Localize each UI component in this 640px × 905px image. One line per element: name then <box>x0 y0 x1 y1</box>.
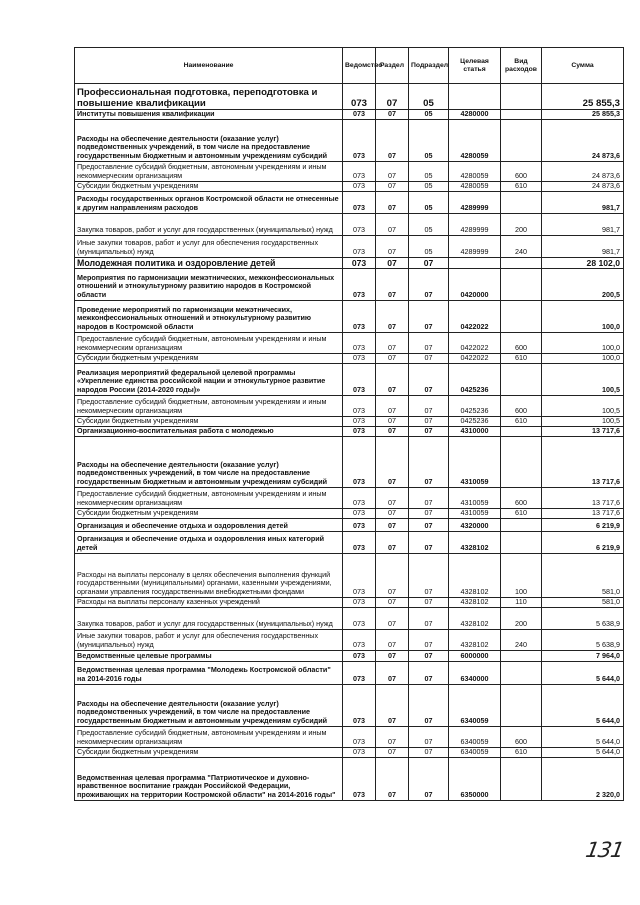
cell-section: 07 <box>376 119 409 161</box>
cell-sum: 25 855,3 <box>542 110 624 120</box>
header-subsection: Подраздел <box>409 48 449 84</box>
cell-section: 07 <box>376 518 409 531</box>
cell-sum: 5 644,0 <box>542 726 624 747</box>
cell-section: 07 <box>376 747 409 757</box>
cell-target: 4328102 <box>449 629 501 650</box>
cell-target: 4280059 <box>449 161 501 181</box>
cell-target <box>449 84 501 110</box>
cell-kind: 100 <box>501 553 542 597</box>
cell-sum: 981,7 <box>542 213 624 235</box>
cell-sum: 5 644,0 <box>542 684 624 726</box>
table-row <box>75 84 624 110</box>
cell-sum: 13 717,6 <box>542 426 624 436</box>
cell-sum: 24 873,6 <box>542 181 624 191</box>
cell-section: 07 <box>376 395 409 416</box>
cell-name: Субсидии бюджетным учреждениям <box>75 181 343 191</box>
table-row <box>75 508 624 518</box>
header-dept: Ведомство <box>343 48 376 84</box>
cell-target: 4310059 <box>449 508 501 518</box>
cell-sum: 13 717,6 <box>542 436 624 487</box>
cell-kind: 610 <box>501 747 542 757</box>
header-name: Наименование <box>75 48 343 84</box>
cell-kind: 200 <box>501 607 542 629</box>
cell-dept: 073 <box>343 436 376 487</box>
cell-name: Институты повышения квалификации <box>75 110 343 120</box>
cell-section: 07 <box>376 426 409 436</box>
cell-sum: 7 964,0 <box>542 650 624 661</box>
cell-subsection: 07 <box>409 518 449 531</box>
cell-kind <box>501 84 542 110</box>
cell-dept: 073 <box>343 300 376 332</box>
cell-sum: 581,0 <box>542 553 624 597</box>
cell-dept: 073 <box>343 84 376 110</box>
cell-section: 07 <box>376 757 409 800</box>
cell-target: 4310059 <box>449 436 501 487</box>
cell-kind: 600 <box>501 332 542 353</box>
cell-kind <box>501 257 542 268</box>
cell-section: 07 <box>376 353 409 363</box>
cell-section: 07 <box>376 213 409 235</box>
cell-dept: 073 <box>343 213 376 235</box>
cell-sum: 100,5 <box>542 416 624 426</box>
cell-target: 4310059 <box>449 487 501 508</box>
table-row <box>75 213 624 235</box>
cell-dept: 073 <box>343 508 376 518</box>
cell-section: 07 <box>376 553 409 597</box>
cell-target: 0422022 <box>449 353 501 363</box>
cell-sum: 13 717,6 <box>542 487 624 508</box>
cell-kind <box>501 191 542 213</box>
cell-sum: 5 644,0 <box>542 747 624 757</box>
cell-kind: 610 <box>501 508 542 518</box>
cell-kind: 610 <box>501 353 542 363</box>
cell-section: 07 <box>376 607 409 629</box>
cell-target: 4328102 <box>449 531 501 553</box>
table-row <box>75 161 624 181</box>
cell-dept: 073 <box>343 353 376 363</box>
cell-kind: 110 <box>501 597 542 607</box>
cell-target: 0422022 <box>449 332 501 353</box>
cell-name: Организация и обеспечение отдыха и оздоровления иных категорий детей <box>75 531 343 553</box>
table-row <box>75 684 624 726</box>
cell-dept: 073 <box>343 553 376 597</box>
cell-target: 6350000 <box>449 757 501 800</box>
cell-section: 07 <box>376 508 409 518</box>
cell-name: Ведомственная целевая программа "Молодежь Костромской области" на 2014-2016 годы <box>75 661 343 684</box>
cell-name: Субсидии бюджетным учреждениям <box>75 416 343 426</box>
cell-target: 4328102 <box>449 553 501 597</box>
cell-subsection: 05 <box>409 161 449 181</box>
budget-table <box>74 47 624 801</box>
cell-section: 07 <box>376 531 409 553</box>
cell-name: Расходы на обеспечение деятельности (оказание услуг) подведомственных учреждений, в том числе на предоставление государственным бюджетным и автономным учреждениям субсидий <box>75 436 343 487</box>
cell-section: 07 <box>376 487 409 508</box>
cell-subsection: 07 <box>409 257 449 268</box>
cell-kind: 240 <box>501 629 542 650</box>
cell-subsection: 07 <box>409 629 449 650</box>
cell-subsection: 07 <box>409 416 449 426</box>
cell-dept: 073 <box>343 531 376 553</box>
cell-subsection: 07 <box>409 607 449 629</box>
cell-target: 0422022 <box>449 300 501 332</box>
cell-subsection: 05 <box>409 191 449 213</box>
cell-sum: 200,5 <box>542 268 624 300</box>
cell-target: 4289999 <box>449 235 501 257</box>
cell-target: 0425236 <box>449 416 501 426</box>
cell-dept: 073 <box>343 597 376 607</box>
cell-dept: 073 <box>343 661 376 684</box>
table-row <box>75 757 624 800</box>
cell-subsection: 07 <box>409 508 449 518</box>
cell-section: 07 <box>376 629 409 650</box>
cell-section: 07 <box>376 191 409 213</box>
cell-section: 07 <box>376 650 409 661</box>
cell-subsection: 07 <box>409 300 449 332</box>
cell-sum: 100,5 <box>542 395 624 416</box>
cell-subsection: 07 <box>409 747 449 757</box>
cell-name: Молодежная политика и оздоровление детей <box>75 257 343 268</box>
cell-target: 6340059 <box>449 747 501 757</box>
cell-subsection: 05 <box>409 84 449 110</box>
table-row <box>75 353 624 363</box>
table-row <box>75 487 624 508</box>
table-row <box>75 531 624 553</box>
cell-subsection: 07 <box>409 684 449 726</box>
table-row <box>75 191 624 213</box>
cell-subsection: 07 <box>409 353 449 363</box>
cell-dept: 073 <box>343 518 376 531</box>
cell-sum: 100,0 <box>542 300 624 332</box>
cell-dept: 073 <box>343 235 376 257</box>
cell-kind: 610 <box>501 181 542 191</box>
cell-subsection: 07 <box>409 757 449 800</box>
cell-subsection: 07 <box>409 553 449 597</box>
cell-subsection: 07 <box>409 436 449 487</box>
cell-kind: 200 <box>501 213 542 235</box>
table-row <box>75 300 624 332</box>
cell-name: Организационно-воспитательная работа с молодежью <box>75 426 343 436</box>
cell-subsection: 07 <box>409 531 449 553</box>
cell-sum: 28 102,0 <box>542 257 624 268</box>
cell-kind: 240 <box>501 235 542 257</box>
cell-sum: 981,7 <box>542 235 624 257</box>
cell-section: 07 <box>376 661 409 684</box>
cell-kind <box>501 518 542 531</box>
cell-kind: 600 <box>501 726 542 747</box>
cell-name: Предоставление субсидий бюджетным, автономным учреждениям и иным некоммерческим организациям <box>75 161 343 181</box>
cell-kind <box>501 119 542 161</box>
cell-section: 07 <box>376 300 409 332</box>
cell-subsection: 07 <box>409 661 449 684</box>
table-row <box>75 332 624 353</box>
table-row <box>75 119 624 161</box>
cell-sum: 5 638,9 <box>542 629 624 650</box>
cell-subsection: 05 <box>409 119 449 161</box>
header-target: Целевая статья <box>449 48 501 84</box>
cell-target: 4310000 <box>449 426 501 436</box>
table-row <box>75 747 624 757</box>
cell-name: Иные закупки товаров, работ и услуг для обеспечения государственных (муниципальных) нужд <box>75 235 343 257</box>
cell-name: Предоставление субсидий бюджетным, автономным учреждениям и иным некоммерческим организациям <box>75 332 343 353</box>
table-row <box>75 661 624 684</box>
table-row <box>75 426 624 436</box>
cell-subsection: 07 <box>409 487 449 508</box>
cell-dept: 073 <box>343 607 376 629</box>
cell-name: Предоставление субсидий бюджетным, автономным учреждениям и иным некоммерческим организациям <box>75 395 343 416</box>
cell-name: Ведомственные целевые программы <box>75 650 343 661</box>
cell-target: 4289999 <box>449 191 501 213</box>
table-header-row <box>75 48 624 84</box>
cell-target: 4328102 <box>449 597 501 607</box>
cell-target: 0420000 <box>449 268 501 300</box>
cell-section: 07 <box>376 726 409 747</box>
cell-kind <box>501 300 542 332</box>
cell-target: 0425236 <box>449 395 501 416</box>
cell-kind <box>501 268 542 300</box>
cell-target: 6340059 <box>449 726 501 747</box>
cell-section: 07 <box>376 161 409 181</box>
budget-table-container <box>74 47 623 801</box>
cell-kind <box>501 531 542 553</box>
cell-kind <box>501 363 542 395</box>
cell-target: 0425236 <box>449 363 501 395</box>
cell-subsection: 05 <box>409 213 449 235</box>
cell-sum: 100,5 <box>542 363 624 395</box>
table-row <box>75 607 624 629</box>
table-row <box>75 110 624 120</box>
cell-subsection: 07 <box>409 395 449 416</box>
table-row <box>75 268 624 300</box>
table-row <box>75 650 624 661</box>
cell-kind: 600 <box>501 161 542 181</box>
cell-target: 4289999 <box>449 213 501 235</box>
cell-sum: 24 873,6 <box>542 119 624 161</box>
cell-subsection: 07 <box>409 426 449 436</box>
cell-section: 07 <box>376 597 409 607</box>
cell-dept: 073 <box>343 395 376 416</box>
table-row <box>75 363 624 395</box>
header-kind: Вид расходов <box>501 48 542 84</box>
cell-name: Расходы государственных органов Костромской области не отнесенные к другим направлениям расходов <box>75 191 343 213</box>
cell-name: Организация и обеспечение отдыха и оздоровления детей <box>75 518 343 531</box>
cell-kind <box>501 757 542 800</box>
cell-name: Субсидии бюджетным учреждениям <box>75 353 343 363</box>
cell-dept: 073 <box>343 161 376 181</box>
cell-name: Проведение мероприятий по гармонизации межэтнических, межконфессиональных отношений и этнокультурному развитию народов в Костромской области <box>75 300 343 332</box>
cell-dept: 073 <box>343 487 376 508</box>
table-row <box>75 416 624 426</box>
cell-name: Мероприятия по гармонизации межэтнических, межконфессиональных отношений и этнокультурному развитию народов в Костромской области <box>75 268 343 300</box>
table-row <box>75 726 624 747</box>
cell-dept: 073 <box>343 650 376 661</box>
cell-target: 6340059 <box>449 684 501 726</box>
cell-dept: 073 <box>343 363 376 395</box>
cell-dept: 073 <box>343 257 376 268</box>
cell-subsection: 07 <box>409 268 449 300</box>
cell-kind <box>501 661 542 684</box>
cell-name: Реализация мероприятий федеральной целевой программы «Укрепление единства российской нации и этнокультурное развитие народов России (2014-2020 годы)» <box>75 363 343 395</box>
cell-kind <box>501 650 542 661</box>
header-section: Раздел <box>376 48 409 84</box>
cell-section: 07 <box>376 268 409 300</box>
cell-dept: 073 <box>343 757 376 800</box>
cell-dept: 073 <box>343 747 376 757</box>
cell-dept: 073 <box>343 181 376 191</box>
table-row <box>75 629 624 650</box>
table-row <box>75 395 624 416</box>
cell-name: Ведомственная целевая программа "Патриотическое и духовно-нравственное воспитание граждан Российской Федерации, проживающих на территории Костромской области" на 2014-2016 годы" <box>75 757 343 800</box>
cell-dept: 073 <box>343 726 376 747</box>
cell-section: 07 <box>376 235 409 257</box>
header-sum: Сумма <box>542 48 624 84</box>
table-body <box>75 84 624 801</box>
cell-dept: 073 <box>343 426 376 436</box>
cell-subsection: 07 <box>409 726 449 747</box>
cell-name: Субсидии бюджетным учреждениям <box>75 747 343 757</box>
cell-sum: 13 717,6 <box>542 508 624 518</box>
cell-name: Расходы на выплаты персоналу казенных учреждений <box>75 597 343 607</box>
cell-name: Профессиональная подготовка, переподготовка и повышение квалификации <box>75 84 343 110</box>
cell-name: Иные закупки товаров, работ и услуг для обеспечения государственных (муниципальных) нужд <box>75 629 343 650</box>
cell-section: 07 <box>376 436 409 487</box>
cell-name: Расходы на обеспечение деятельности (оказание услуг) подведомственных учреждений, в том числе на предоставление государственным бюджетным и автономным учреждениям субсидий <box>75 684 343 726</box>
table-row <box>75 436 624 487</box>
table-row <box>75 235 624 257</box>
cell-dept: 073 <box>343 332 376 353</box>
cell-name: Закупка товаров, работ и услуг для государственных (муниципальных) нужд <box>75 607 343 629</box>
cell-sum: 5 644,0 <box>542 661 624 684</box>
page-number: 131 <box>583 838 626 862</box>
cell-subsection: 05 <box>409 181 449 191</box>
table-row <box>75 181 624 191</box>
cell-sum: 24 873,6 <box>542 161 624 181</box>
cell-section: 07 <box>376 181 409 191</box>
cell-target: 4328102 <box>449 607 501 629</box>
cell-name: Субсидии бюджетным учреждениям <box>75 508 343 518</box>
cell-kind: 610 <box>501 416 542 426</box>
cell-subsection: 07 <box>409 363 449 395</box>
cell-section: 07 <box>376 257 409 268</box>
cell-name: Расходы на выплаты персоналу в целях обеспечения выполнения функций государственными (муниципальными) органами, казенными учреждениями, органами управления государственными внебюджетными фондами <box>75 553 343 597</box>
table-row <box>75 553 624 597</box>
cell-sum: 2 320,0 <box>542 757 624 800</box>
cell-sum: 981,7 <box>542 191 624 213</box>
cell-subsection: 05 <box>409 110 449 120</box>
cell-sum: 100,0 <box>542 332 624 353</box>
table-row <box>75 597 624 607</box>
cell-kind <box>501 436 542 487</box>
cell-section: 07 <box>376 84 409 110</box>
cell-target: 6000000 <box>449 650 501 661</box>
cell-kind <box>501 110 542 120</box>
cell-kind <box>501 426 542 436</box>
cell-subsection: 07 <box>409 332 449 353</box>
cell-sum: 5 638,9 <box>542 607 624 629</box>
cell-name: Предоставление субсидий бюджетным, автономным учреждениям и иным некоммерческим организациям <box>75 726 343 747</box>
cell-subsection: 07 <box>409 650 449 661</box>
cell-dept: 073 <box>343 119 376 161</box>
cell-target: 4320000 <box>449 518 501 531</box>
cell-dept: 073 <box>343 416 376 426</box>
cell-dept: 073 <box>343 268 376 300</box>
cell-subsection: 07 <box>409 597 449 607</box>
cell-target: 4280059 <box>449 119 501 161</box>
cell-sum: 6 219,9 <box>542 531 624 553</box>
cell-kind: 600 <box>501 395 542 416</box>
cell-section: 07 <box>376 684 409 726</box>
cell-dept: 073 <box>343 110 376 120</box>
cell-dept: 073 <box>343 191 376 213</box>
cell-section: 07 <box>376 110 409 120</box>
cell-target: 4280000 <box>449 110 501 120</box>
cell-target <box>449 257 501 268</box>
cell-subsection: 05 <box>409 235 449 257</box>
cell-sum: 6 219,9 <box>542 518 624 531</box>
cell-kind: 600 <box>501 487 542 508</box>
cell-section: 07 <box>376 363 409 395</box>
cell-sum: 100,0 <box>542 353 624 363</box>
cell-dept: 073 <box>343 684 376 726</box>
cell-name: Предоставление субсидий бюджетным, автономным учреждениям и иным некоммерческим организациям <box>75 487 343 508</box>
cell-name: Расходы на обеспечение деятельности (оказание услуг) подведомственных учреждений, в том числе на предоставление государственным бюджетным и автономным учреждениям субсидий <box>75 119 343 161</box>
cell-dept: 073 <box>343 629 376 650</box>
cell-kind <box>501 684 542 726</box>
cell-section: 07 <box>376 332 409 353</box>
table-row <box>75 257 624 268</box>
cell-target: 4280059 <box>449 181 501 191</box>
cell-sum: 25 855,3 <box>542 84 624 110</box>
table-row <box>75 518 624 531</box>
cell-sum: 581,0 <box>542 597 624 607</box>
cell-section: 07 <box>376 416 409 426</box>
cell-name: Закупка товаров, работ и услуг для государственных (муниципальных) нужд <box>75 213 343 235</box>
cell-target: 6340000 <box>449 661 501 684</box>
